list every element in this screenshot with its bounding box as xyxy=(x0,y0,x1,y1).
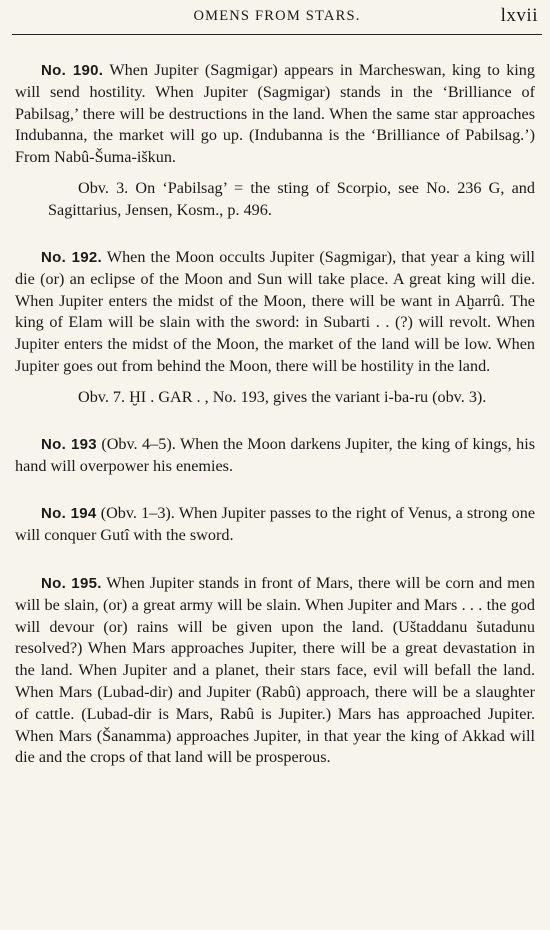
entry-text: When Jupiter stands in front of Mars, there will be corn and men will be slain, (or) a great army will be slain. When Jupiter and Mars . . . the god will devour (or) rains will be given upon the land. (Uštaddanu šutadunu resolved?) When Mars approaches Jupiter, there will be a great devastation in the land. When Jupiter and a planet, their stars face, evil will befall the land. When Mars (Lubad-dir) and Jupiter (Rabû) approach, there will be a slaughter of cattle. (Lubad-dir is Mars, Rabû is Jupiter.) Mars has approached Jupiter. When Mars (Šanamma) approaches Jupiter, in that year the king of Akkad will die and the crops of that land will be prosperous. xyxy=(15,573,535,767)
entry-number: No. 192. xyxy=(41,248,102,266)
entry-195 xyxy=(15,573,535,769)
entry-number: No. 195. xyxy=(41,574,102,592)
page-header xyxy=(12,4,542,35)
running-title: OMENS FROM STARS. xyxy=(193,8,361,24)
entry-text: (Obv. 4–5). When the Moon darkens Jupiter, the king of kings, his hand will overpower his enemies. xyxy=(15,434,535,475)
note-190: Obv. 3. On ‘Pabilsag’ = the sting of Scorpio, see No. 236 G, and Sagittarius, Jensen, Kosm., p. 496. xyxy=(48,178,535,219)
entry-190 xyxy=(15,60,535,169)
entry-text: When the Moon occults Jupiter (Sagmigar), that year a king will die (or) an eclipse of the Moon and Sun will take place. A great king will die. When Jupiter enters the midst of the Moon, there will be want in Aḫarrû. The king of Elam will be slain with the sword: in Subarti . . (?) will revolt. When Jupiter enters the midst of the Moon, the market of the land will be low. When Jupiter goes out from behind the Moon, there will be hostility in the land. xyxy=(15,247,535,375)
entry-text: (Obv. 1–3). When Jupiter passes to the right of Venus, a strong one will conquer Gutî with the sword. xyxy=(15,504,536,545)
entry-number: No. 194 xyxy=(41,505,97,523)
page-number: lxvii xyxy=(500,5,538,26)
entry-text: When Jupiter (Sagmigar) appears in Marcheswan, king to king will send hostility. When Jupiter (Sagmigar) stands in the ‘Brilliance of Pabilsag,’ there will be destructions in the land. When the same star approaches Indubanna, the market will go up. (Indubanna is the ‘Brilliance of Pabilsag.’) From Nabû-Šuma-iškun. xyxy=(15,61,535,167)
entry-194 xyxy=(15,503,535,547)
entry-number: No. 190. xyxy=(41,62,104,79)
entry-193 xyxy=(15,434,535,478)
entry-192 xyxy=(15,247,535,378)
note-192: Obv. 7. ḪI . GAR . , No. 193, gives the variant i-ba-ru (obv. 3). xyxy=(78,387,487,406)
page-body xyxy=(15,60,535,769)
entry-number: No. 193 xyxy=(41,435,97,453)
